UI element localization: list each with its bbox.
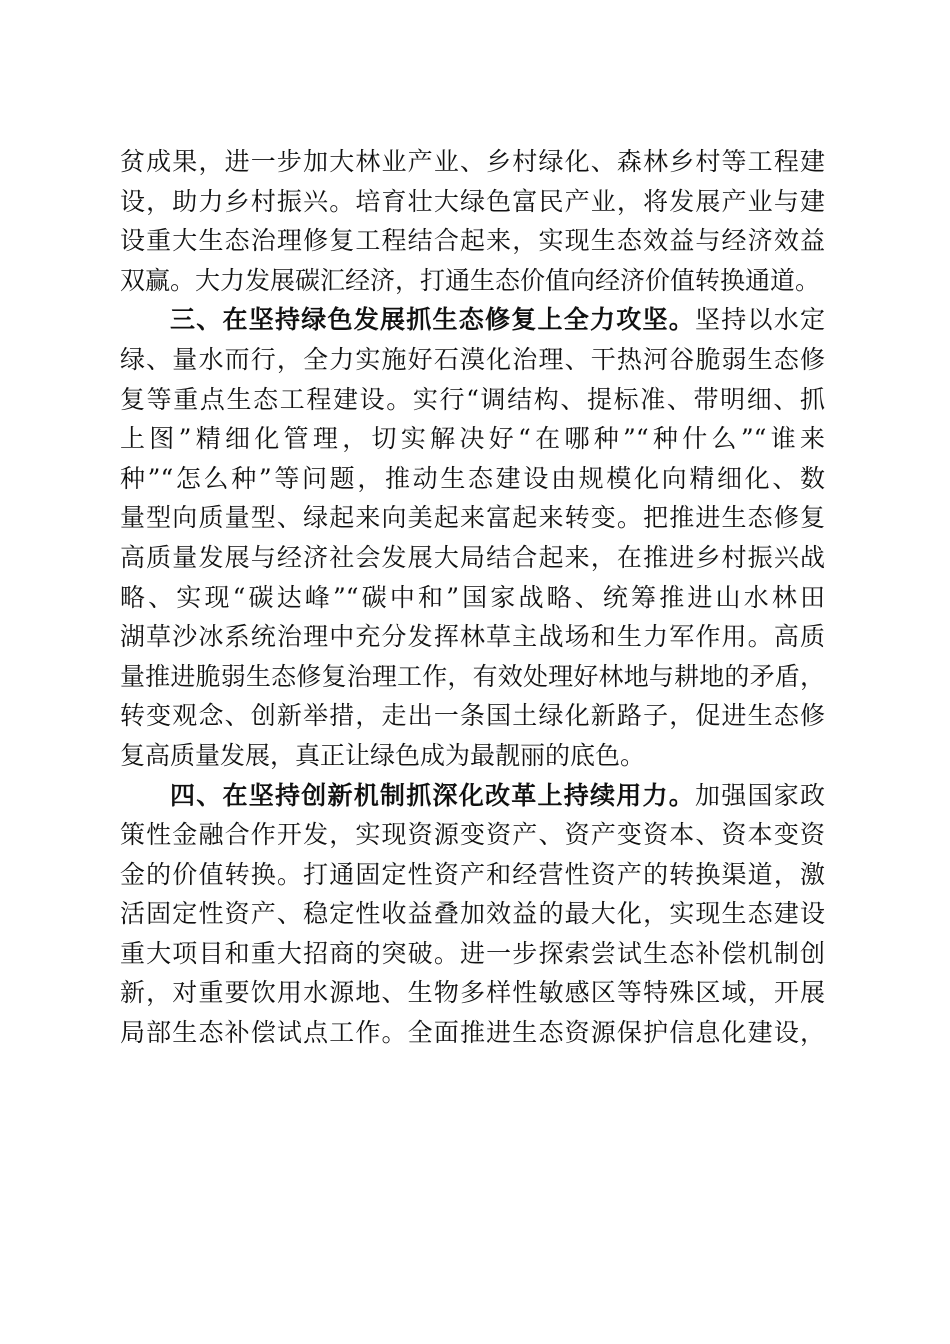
paragraph-line: 绿、量水而行，全力实施好石漠化治理、干热河谷脆弱生态修 <box>120 344 825 374</box>
paragraph-line: 种”“怎么种”等问题，推动生态建设由规模化向精细化、数 <box>120 463 825 493</box>
paragraph-line: 局部生态补偿试点工作。全面推进生态资源保护信息化建设， <box>120 1018 825 1048</box>
paragraph-line: 双赢。大力发展碳汇经济，打通生态价值向经济价值转换通道。 <box>120 265 821 295</box>
paragraph-line: 金的价值转换。打通固定性资产和经营性资产的转换渠道，激 <box>120 859 825 889</box>
paragraph-line: 量型向质量型、绿起来向美起来富起来转变。把推进生态修复 <box>120 503 825 533</box>
paragraph-line: 活固定性资产、稳定性收益叠加效益的最大化，实现生态建设 <box>120 899 825 929</box>
paragraph-line: 高质量发展与经济社会发展大局结合起来，在推进乡村振兴战 <box>120 542 825 572</box>
paragraph-line: 量推进脆弱生态修复治理工作，有效处理好林地与耕地的矛盾， <box>120 661 825 691</box>
paragraph-line: 贫成果，进一步加大林业产业、乡村绿化、森林乡村等工程建 <box>120 147 825 176</box>
paragraph-line: 湖草沙冰系统治理中充分发挥林草主战场和生力军作用。高质 <box>120 622 825 652</box>
paragraph-line: 上图”精细化管理，切实解决好“在哪种”“种什么”“谁来 <box>120 424 825 454</box>
paragraph-line: 转变观念、创新举措，走出一条国土绿化新路子，促进生态修 <box>120 701 825 731</box>
paragraph-line: 复高质量发展，真正让绿色成为最靓丽的底色。 <box>120 740 646 770</box>
paragraph-line: 设，助力乡村振兴。培育壮大绿色富民产业，将发展产业与建 <box>120 186 825 216</box>
section-heading-4: 四、在坚持创新机制抓深化改革上持续用力。 <box>170 780 695 810</box>
paragraph-line: 重大项目和重大招商的突破。进一步探索尝试生态补偿机制创 <box>120 938 825 968</box>
paragraph-line: 策性金融合作开发，实现资源变资产、资产变资本、资本变资 <box>120 820 825 850</box>
paragraph-2 <box>120 300 825 775</box>
paragraph-line: 设重大生态治理修复工程结合起来，实现生态效益与经济效益 <box>120 226 825 256</box>
paragraph-line: 略、实现“碳达峰”“碳中和”国家战略、统筹推进山水林田 <box>120 582 825 612</box>
paragraph-line-rest: 坚持以水定 <box>694 305 825 335</box>
paragraph-first-line <box>120 300 825 340</box>
paragraph-first-line <box>120 776 825 816</box>
paragraph-1 <box>120 142 825 300</box>
document-body <box>120 142 825 1053</box>
paragraph-3 <box>120 776 825 1053</box>
section-heading-3: 三、在坚持绿色发展抓生态修复上全力攻坚。 <box>170 305 695 335</box>
paragraph-line: 新，对重要饮用水源地、生物多样性敏感区等特殊区域，开展 <box>120 978 825 1008</box>
paragraph-line: 复等重点生态工程建设。实行“调结构、提标准、带明细、抓 <box>120 384 825 414</box>
paragraph-line-rest: 加强国家政 <box>694 780 825 810</box>
